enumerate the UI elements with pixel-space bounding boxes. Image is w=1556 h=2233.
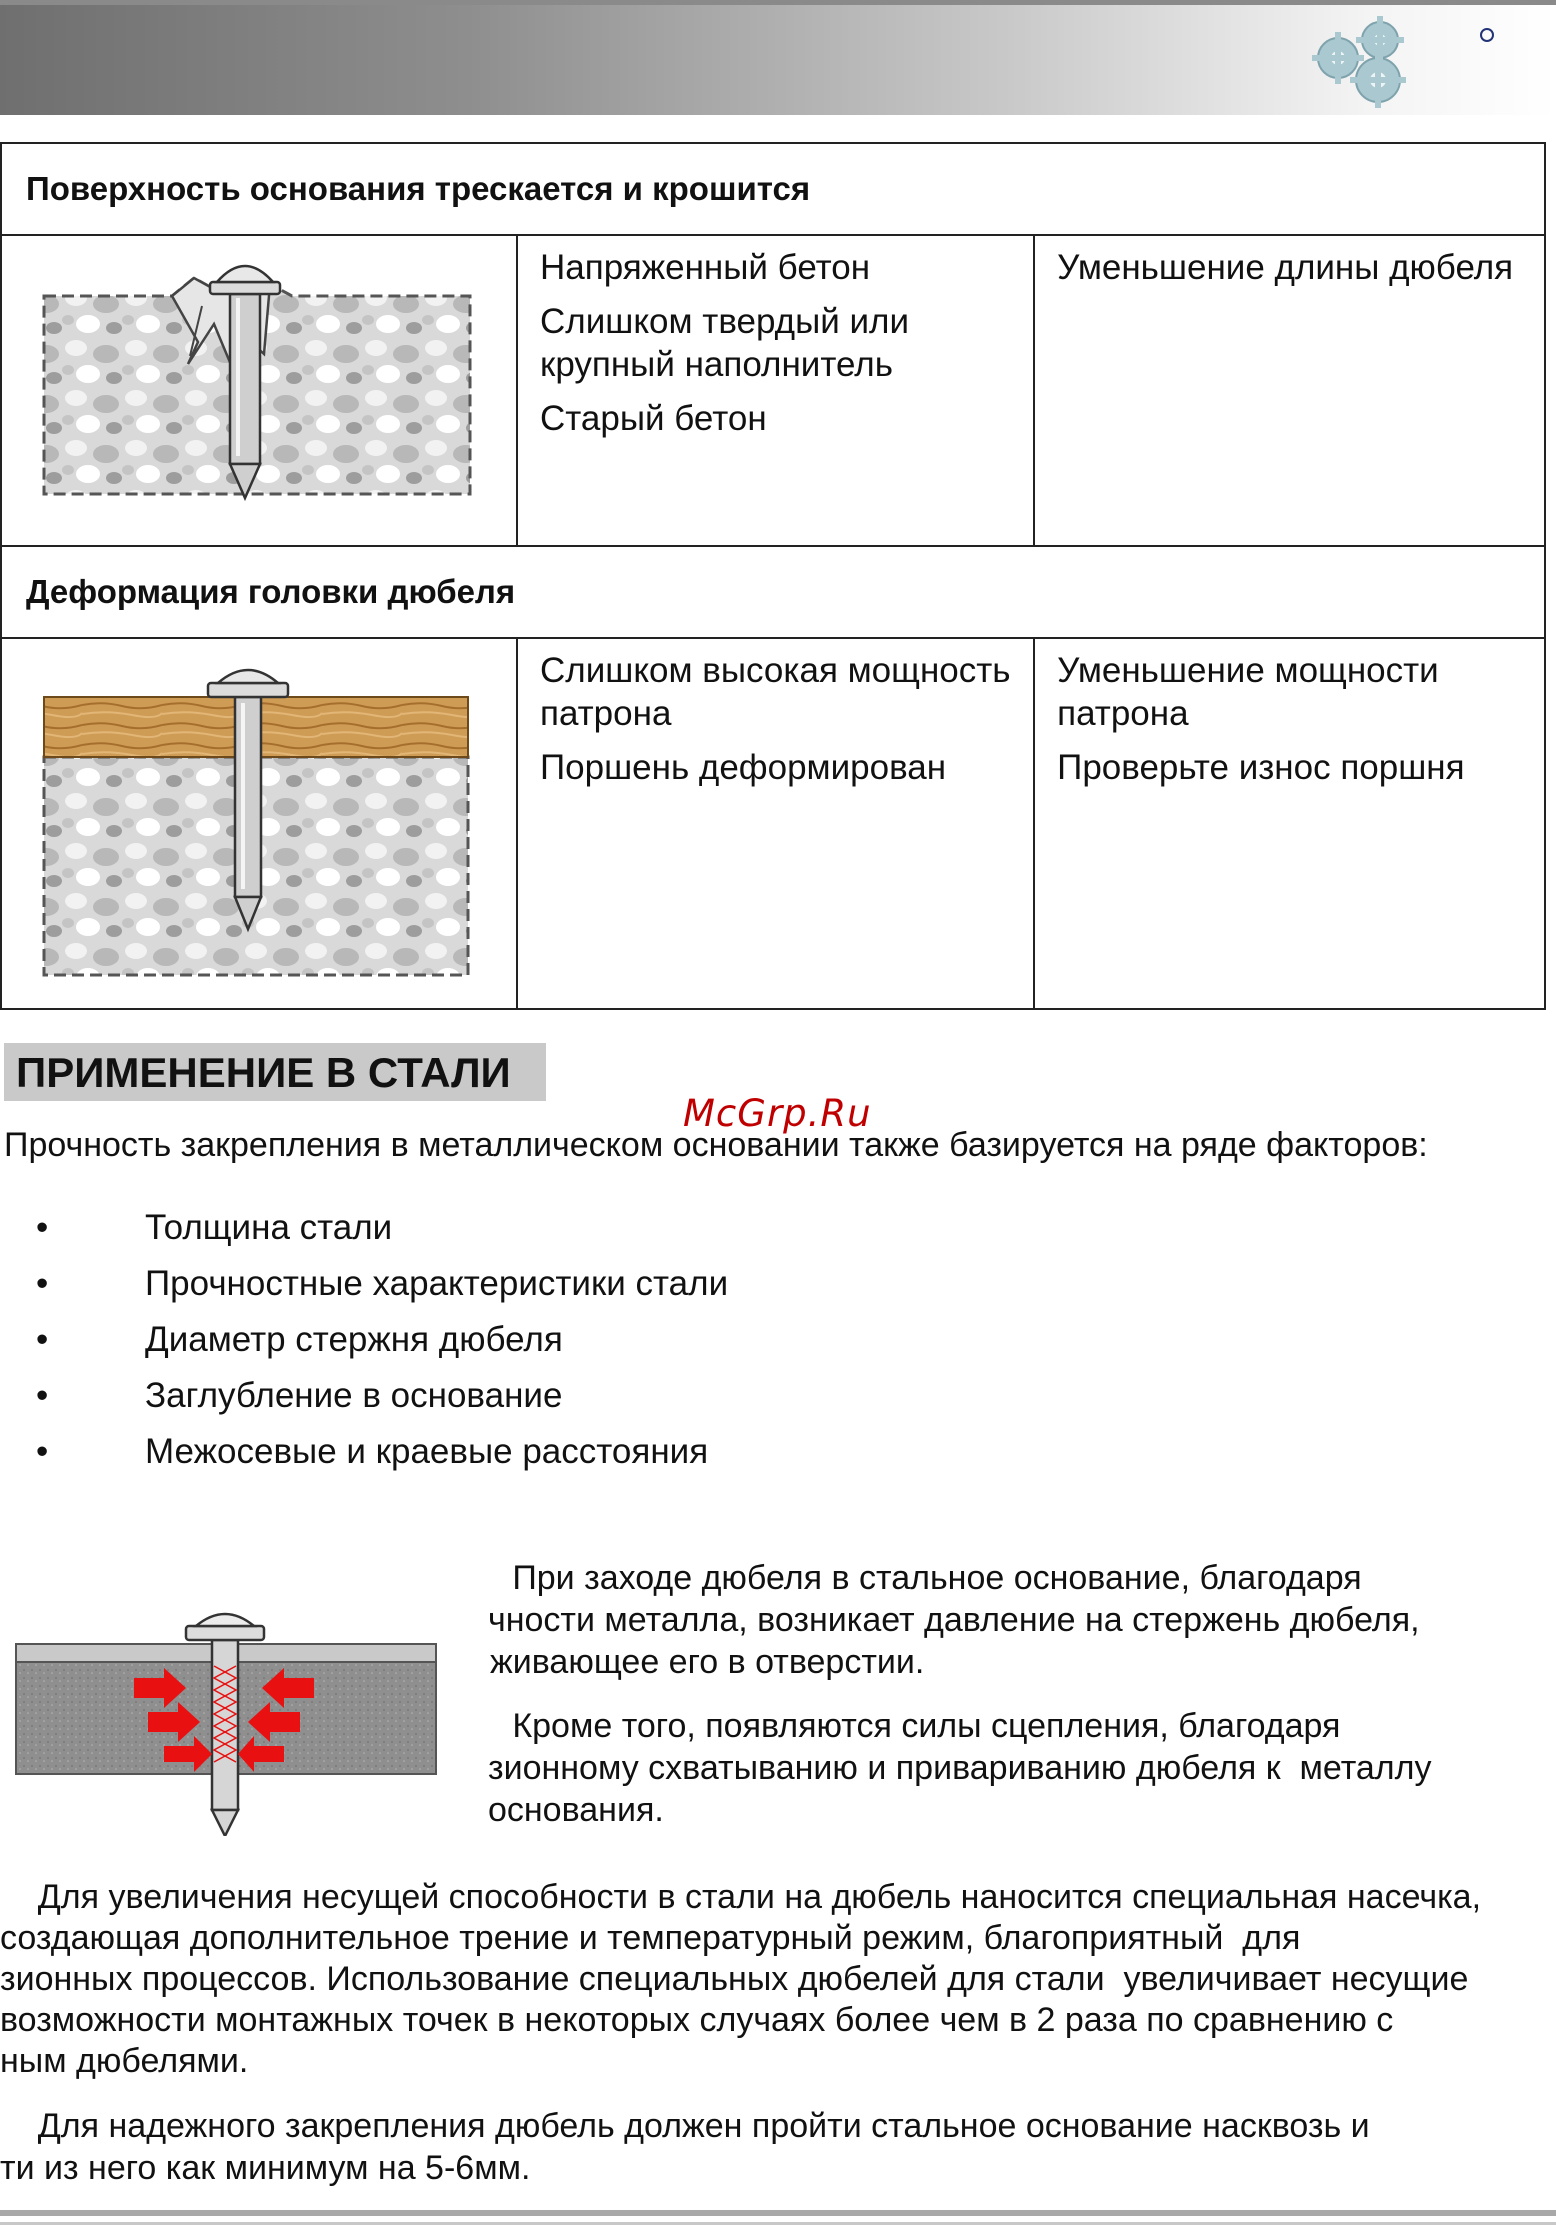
remedy-item: Уменьшение мощности патрона — [1057, 651, 1439, 733]
cause-item: Поршень деформирован — [540, 748, 947, 787]
header-dot-icon — [1480, 28, 1494, 42]
bullet-icon: • — [36, 1264, 49, 1303]
para-adhesion-line: основания. — [488, 1791, 664, 1829]
cause-item: Слишком твердый или крупный наполнитель — [540, 302, 910, 384]
gears-icon — [1300, 10, 1430, 110]
wood-on-concrete-icon — [2, 639, 516, 1003]
causes-cell-cracking — [517, 235, 1034, 546]
header-top-line — [0, 0, 1556, 5]
para-pressure-line: живающее его в отверстии. — [490, 1643, 925, 1681]
steel-intro: Прочность закрепления в металлическом основании также базируется на ряде факторов: — [4, 1126, 1428, 1164]
cracked-concrete-icon — [2, 236, 516, 540]
steel-section-heading: ПРИМЕНЕНИЕ В СТАЛИ — [4, 1043, 546, 1101]
bullet-icon: • — [36, 1208, 49, 1247]
para-knurling-line: зионных процессов. Использование специальных дюбелей для стали увеличивает несущие — [0, 1960, 1469, 1998]
para-pressure-line: При заходе дюбеля в стальное основание, благодаря — [484, 1559, 1362, 1597]
para-adhesion-line: зионному схватыванию и привариванию дюбеля к металлу — [488, 1749, 1432, 1787]
remedies-cell-cracking — [1034, 235, 1545, 546]
section-title-cracking: Поверхность основания трескается и крошится — [1, 143, 1545, 235]
bullet-icon: • — [36, 1376, 49, 1415]
para-penetration-line: ти из него как минимум на 5-6мм. — [0, 2149, 531, 2187]
footer-rule — [0, 2210, 1556, 2216]
cause-item: Напряженный бетон — [540, 248, 871, 287]
cause-item: Старый бетон — [540, 399, 767, 438]
remedies-cell-deformation — [1034, 638, 1545, 1009]
deformed-head-figure — [1, 638, 517, 1009]
cause-item: Слишком высокая мощность патрона — [540, 651, 1011, 733]
remedy-item: Проверьте износ поршня — [1057, 748, 1465, 787]
remedy-item: Уменьшение длины дюбеля — [1057, 248, 1514, 287]
troubleshooting-table — [0, 142, 1546, 1010]
section-title-deformation: Деформация головки дюбеля — [1, 546, 1545, 638]
para-knurling-line: Для увеличения несущей способности в стали на дюбель наносится специальная насечка, — [0, 1878, 1482, 1916]
para-knurling-line: ным дюбелями. — [0, 2042, 249, 2080]
para-knurling-line: создающая дополнительное трение и температурный режим, благоприятный для — [0, 1919, 1301, 1957]
cracked-concrete-figure — [1, 235, 517, 546]
bullet-icon: • — [36, 1432, 49, 1471]
para-penetration-line: Для надежного закрепления дюбель должен пройти стальное основание насквозь и — [0, 2107, 1370, 2145]
para-knurling-line: возможности монтажных точек в некоторых случаях более чем в 2 раза по сравнению с — [0, 2001, 1394, 2039]
para-pressure-line: чности металла, возникает давление на стержень дюбеля, — [488, 1601, 1420, 1639]
steel-fastening-figure — [14, 1596, 444, 1836]
watermark: McGrp.Ru — [683, 1092, 872, 1135]
para-adhesion-line: Кроме того, появляются силы сцепления, благодаря — [484, 1707, 1341, 1745]
bullet-icon: • — [36, 1320, 49, 1359]
causes-cell-deformation — [517, 638, 1034, 1009]
footer-rule-thin — [0, 2222, 1556, 2225]
